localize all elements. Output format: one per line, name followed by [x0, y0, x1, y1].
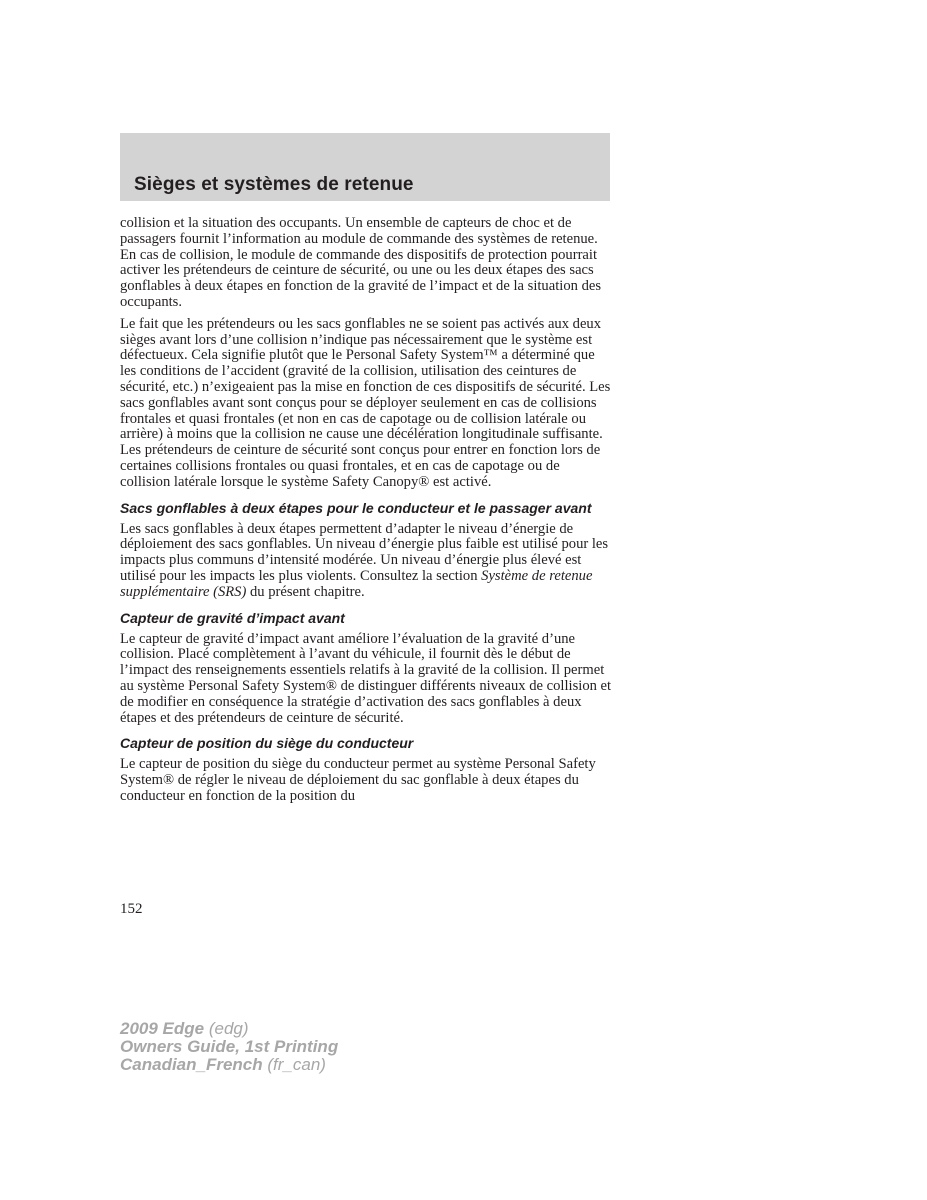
paragraph: collision et la situation des occupants. Un ensemble de capteurs de choc et de passagers fournit l’information au module de commande des systèmes de retenue. En cas de collision, le module de commande des dispositifs de protection pourrait activer les prétendeurs de ceinture de sécurité, ou une ou les deux étapes des sacs gonflables à deux étapes en fonction de la gravité de l’impact et de la situation des occupants. [120, 215, 602, 310]
footer-model: 2009 Edge [120, 1019, 205, 1038]
footer-edition: Owners Guide, 1st Printing [120, 1037, 339, 1056]
section-title: Sièges et systèmes de retenue [134, 174, 414, 195]
footer-line [120, 1056, 338, 1074]
footer-language: Canadian_French [120, 1055, 263, 1074]
section-reference: Système de retenue supplémentaire (SRS) [120, 567, 593, 600]
footer-model-code: (edg) [204, 1019, 249, 1038]
page-number: 152 [120, 901, 143, 917]
footer-language-code: (fr_can) [262, 1055, 326, 1074]
section-header [120, 133, 610, 201]
subheading: Sacs gonflables à deux étapes pour le conducteur et le passager avant [120, 499, 592, 516]
paragraph: Le capteur de gravité d’impact avant améliore l’évaluation de la gravité d’une collision. Placé complètement à l’avant du véhicule, il fournit dès le début de l’impact des renseignements essentiels relatifs à la gravité de la collision. Il permet au système Personal Safety System® de distinguer différents niveaux de collision et de modifier en conséquence la stratégie d’activation des sacs gonflables à deux étapes et des prétendeurs de ceinture de sécurité. [120, 630, 612, 726]
page-content [120, 216, 612, 811]
footer-line [120, 1038, 338, 1056]
subheading: Capteur de gravité d’impact avant [120, 609, 345, 626]
footer-line [120, 1020, 338, 1038]
paragraph-text: Les sacs gonflables à deux étapes permettent d’adapter le niveau d’énergie de déploiement des sacs gonflables. Un niveau d’énergie plus faible est utilisé pour les impacts plus communs d’intensité modérée. Un niveau d’énergie plus élevé est utilisé pour les impacts les plus violents. Consultez la section [120, 520, 609, 584]
paragraph-text: du présent chapitre. [246, 583, 365, 600]
document-footer [120, 1020, 338, 1074]
subheading: Capteur de position du siège du conducteur [120, 735, 414, 752]
paragraph: Le fait que les prétendeurs ou les sacs gonflables ne se soient pas activés aux deux sièges avant lors d’une collision n’indique pas nécessairement que le système est défectueux. Cela signifie plutôt que le Personal Safety System™ a déterminé que les conditions de l’accident (gravité de la collision, utilisation des ceintures de sécurité, etc.) n’exigeaient pas la mise en fonction de ces dispositifs de sécurité. Les sacs gonflables avant sont conçus pour se déployer seulement en cas de collisions frontales et quasi frontales (et non en cas de capotage ou de collision latérale ou arrière) à moins que la collision ne cause une décélération longitudinale suffisante. Les prétendeurs de ceinture de sécurité sont conçus pour entrer en fonction lors de certaines collisions frontales ou quasi frontales, et en cas de capotage ou de collision latérale lorsque le système Safety Canopy® est activé. [120, 315, 611, 490]
paragraph: Le capteur de position du siège du conducteur permet au système Personal Safety System® de régler le niveau de déploiement du sac gonflable à deux étapes du conducteur en fonction de la position du [120, 756, 596, 804]
paragraph [120, 522, 612, 601]
